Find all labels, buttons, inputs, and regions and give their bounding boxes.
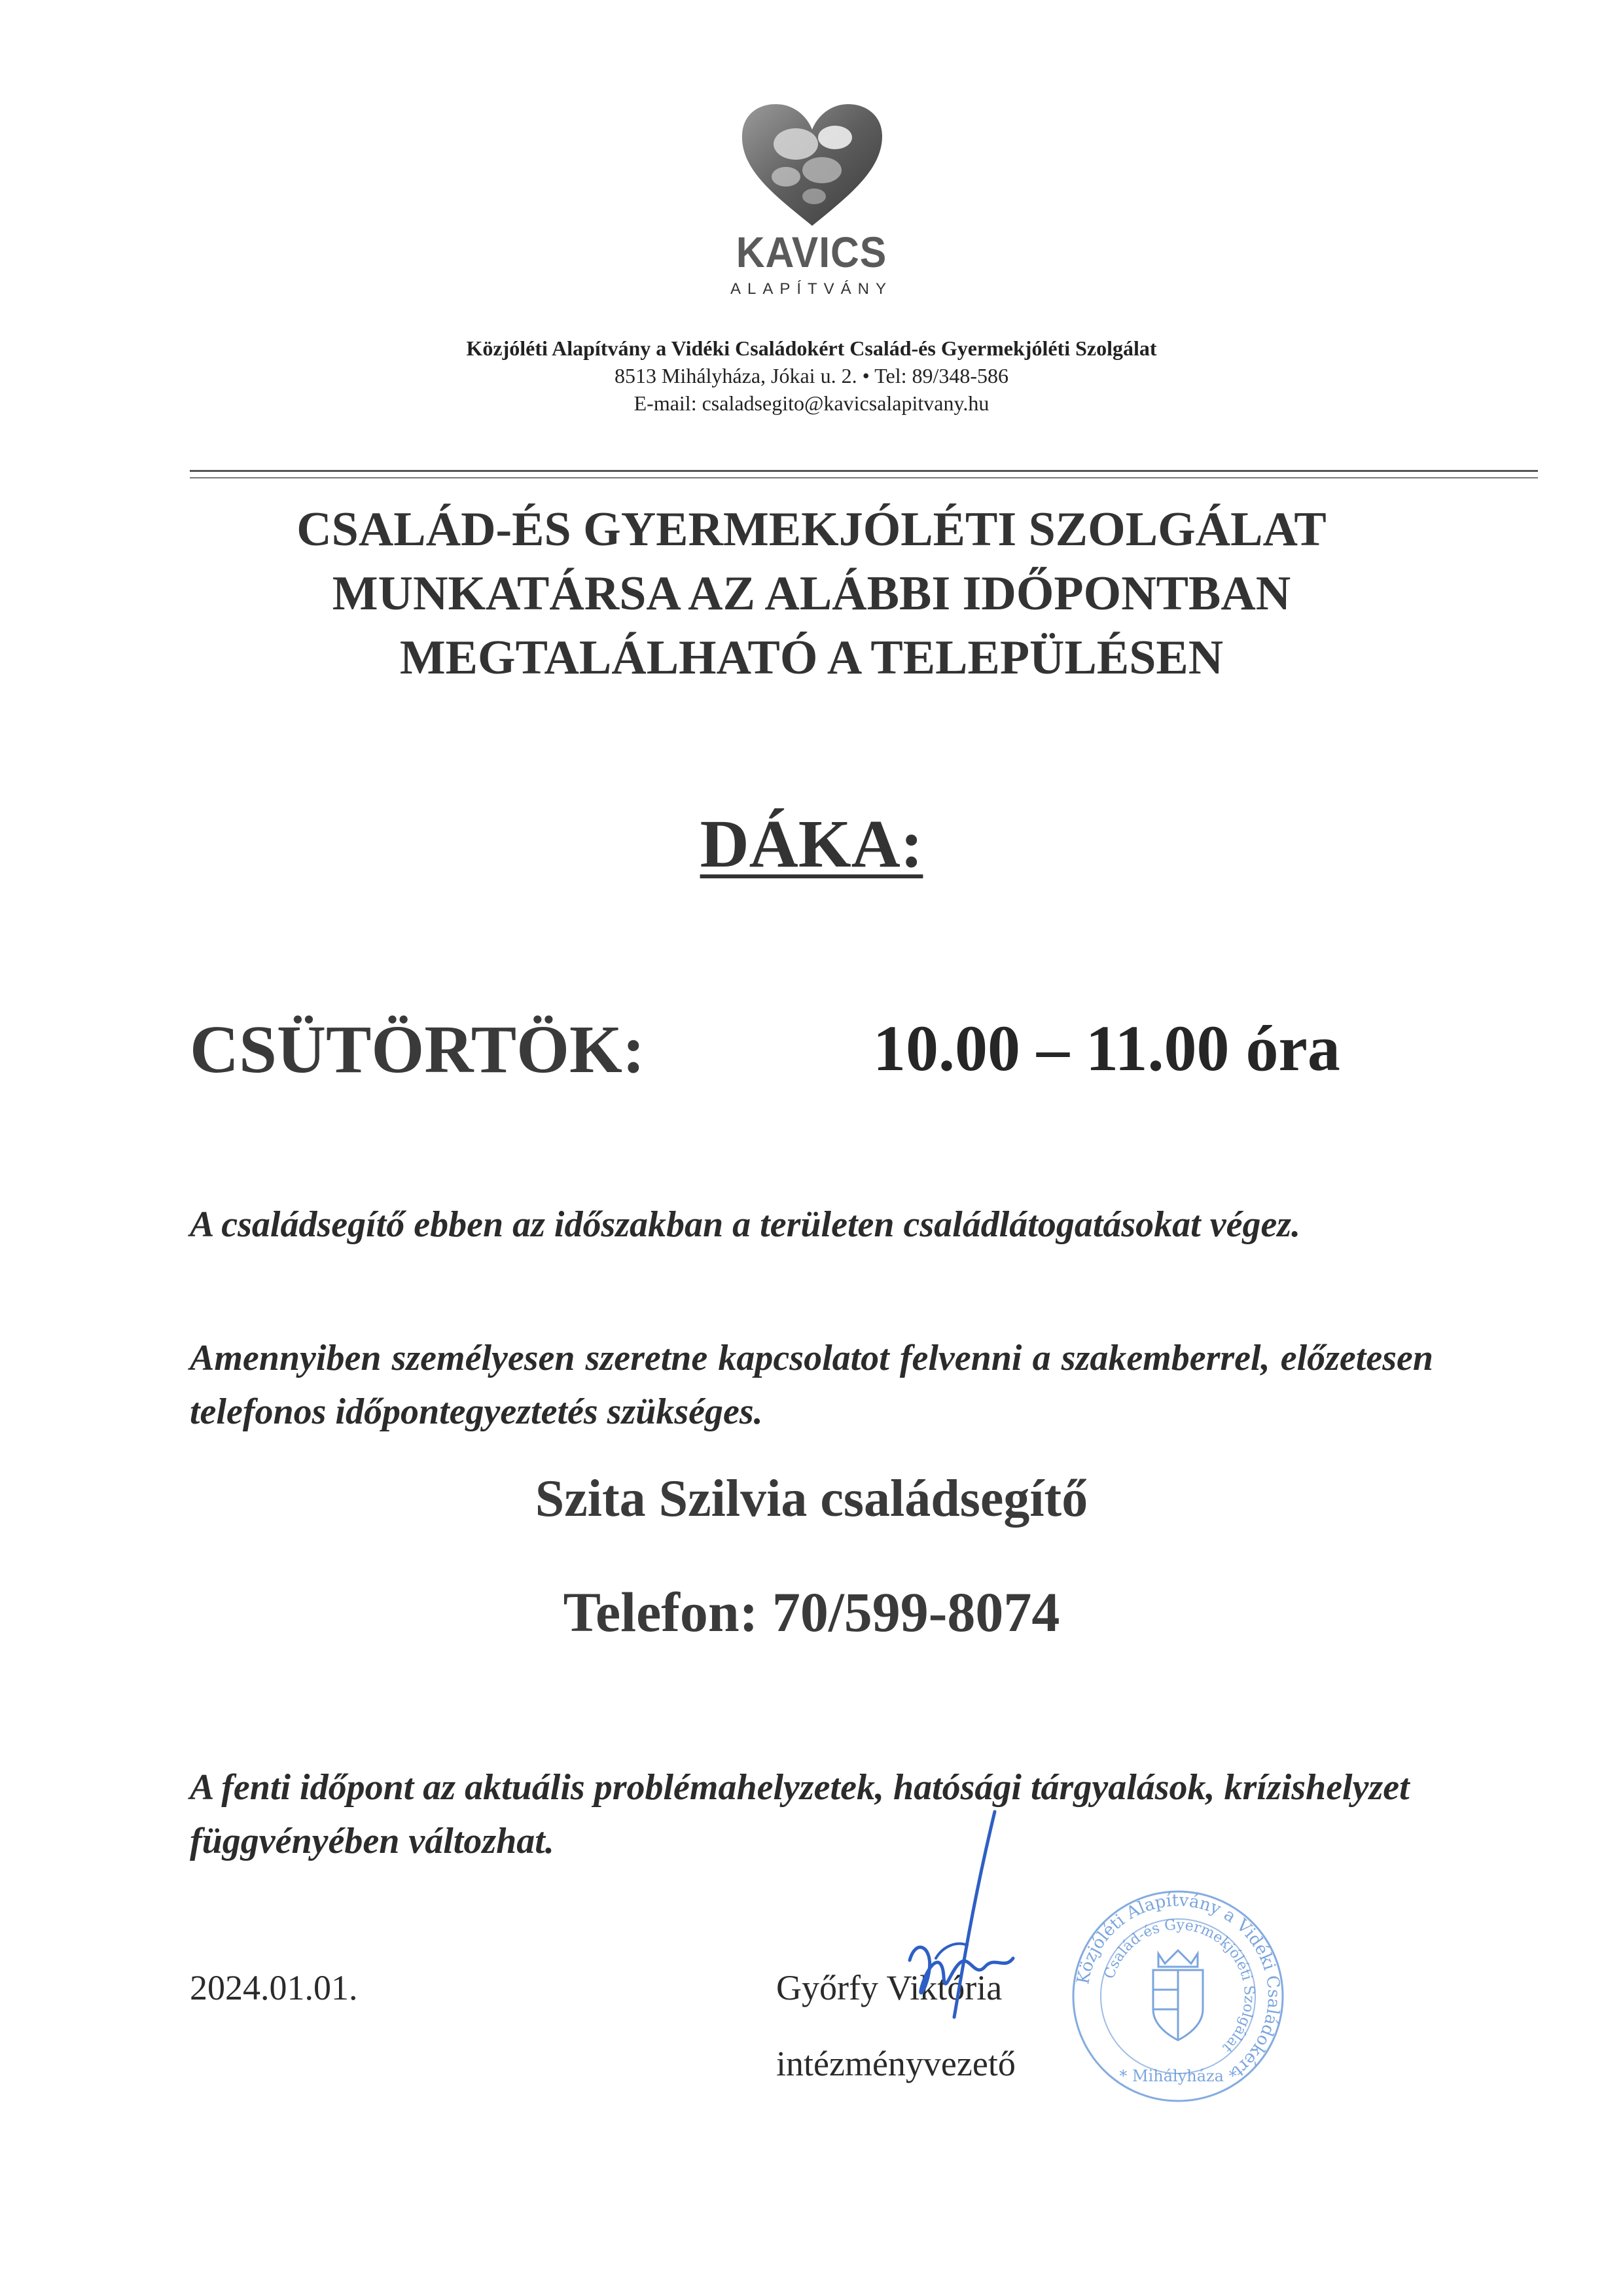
headline-line-1: CSALÁD-ÉS GYERMEKJÓLÉTI SZOLGÁLAT [296, 503, 1327, 556]
organization-address: 8513 Mihályháza, Jókai u. 2. • Tel: 89/348-586 [614, 364, 1009, 387]
contact-person: Szita Szilvia családsegítő [535, 1470, 1088, 1528]
signature [897, 1806, 1027, 2022]
svg-text:* Mihályháza *: * Mihályháza * [1119, 2067, 1237, 2085]
organization-email: E-mail: csaladsegito@kavicsalapitvany.hu [633, 391, 990, 415]
info-paragraph-visits: A családsegítő ebben az időszakban a területen családlátogatásokat végez. [190, 1204, 1301, 1245]
signer-name: Győrfy Viktória [776, 1968, 1003, 2007]
logo-name: KAVICS [736, 228, 887, 276]
info-paragraph-notice: A fenti időpont az aktuális problémahelyzetek, hatósági tárgyalások, krízishelyzet függvényében változhat. [190, 1767, 1410, 1861]
document-date: 2024.01.01. [190, 1968, 358, 2007]
place-title [0, 806, 1623, 882]
svg-text:Közjóléti Alapítvány a Vidéki: Közjóléti Alapítvány a Vidéki Családokért [1073, 1890, 1284, 2081]
place-name: DÁKA: [700, 806, 923, 882]
organization-name: Közjóléti Alapítvány a Vidéki Családokért Család-és Gyermekjóléti Szolgálat [466, 336, 1157, 360]
header-divider [190, 470, 1538, 472]
svg-text:Család-és Gyermekjóléti Szolgá: Család-és Gyermekjóléti Szolgálat [1101, 1916, 1258, 2056]
schedule-time: 10.00 – 11.00 óra [873, 1012, 1340, 1085]
headline-line-2: MUNKATÁRSA AZ ALÁBBI IDŐPONTBAN [332, 567, 1291, 620]
info-paragraph-appointment: Amennyiben személyesen szeretne kapcsolatot felvenni a szakemberrel, előzetesen telefonos időpontegyeztetés szükséges. [190, 1338, 1433, 1432]
headline [0, 497, 1623, 690]
contact-phone: Telefon: 70/599-8074 [563, 1581, 1060, 1643]
official-stamp [1067, 1885, 1289, 2108]
headline-line-3: MEGTALÁLHATÓ A TELEPÜLÉSEN [399, 631, 1224, 685]
logo-subtitle: ALAPÍTVÁNY [730, 280, 893, 298]
heart-logo-icon [737, 98, 887, 229]
schedule-day: CSÜTÖRTÖK: [190, 1012, 645, 1087]
signer-role: intézményvezető [776, 2044, 1016, 2083]
header-divider-secondary [190, 477, 1538, 478]
